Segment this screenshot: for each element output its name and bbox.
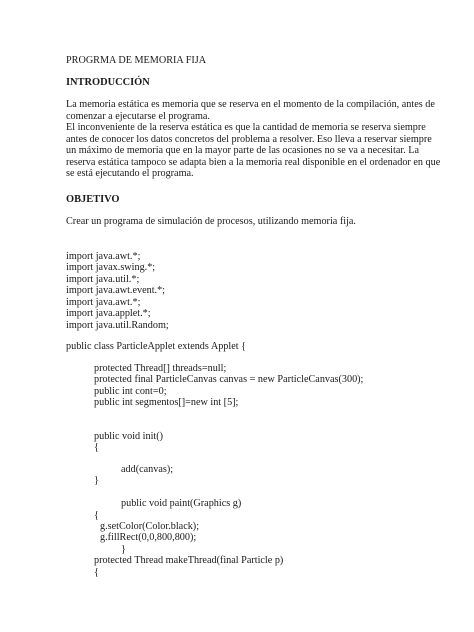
import-line-6: import java.applet.*; xyxy=(66,308,151,319)
fill-rect-line: g.fillRect(0,0,800,800); xyxy=(100,532,197,543)
init-declaration: public void init() xyxy=(94,431,164,442)
intro-line-6: reserva estática tampoco se adapta bien a la memoria real disponible en el ordenador en que xyxy=(66,157,441,168)
intro-line-4: antes de conocer los datos concretos del problema a resolver. Eso lleva a reservar siempre xyxy=(66,134,432,145)
init-close-brace: } xyxy=(94,475,99,486)
paint-close-brace: } xyxy=(121,544,126,555)
set-color-line: g.setColor(Color.black); xyxy=(100,521,200,532)
init-open-brace: { xyxy=(94,442,99,453)
import-line-4: import java.awt.event.*; xyxy=(66,285,166,296)
field-segmentos: public int segmentos[]=new int [5]; xyxy=(94,397,239,408)
intro-line-7: se está ejecutando el programa. xyxy=(66,168,194,179)
make-thread-declaration: protected Thread makeThread(final Particle p) xyxy=(94,555,284,566)
field-canvas: protected final ParticleCanvas canvas = new ParticleCanvas(300); xyxy=(94,374,364,385)
intro-line-5: un máximo de memoria que en la mayor parte de las ocasiones no se va a necesitar. La xyxy=(66,145,420,156)
paint-declaration: public void paint(Graphics g) xyxy=(121,498,242,509)
intro-line-1: La memoria estática es memoria que se reserva en el momento de la compilación, antes de xyxy=(66,99,435,110)
make-thread-open-brace: { xyxy=(94,567,99,578)
field-threads: protected Thread[] threads=null; xyxy=(94,363,227,374)
import-line-1: import java.awt.*; xyxy=(66,251,141,262)
intro-line-2: comenzar a ejecutarse el programa. xyxy=(66,111,210,122)
paint-open-brace: { xyxy=(94,510,99,521)
document-title: PROGRMA DE MEMORIA FIJA xyxy=(66,55,207,66)
field-cont: public int cont=0; xyxy=(94,386,167,397)
import-line-7: import java.util.Random; xyxy=(66,320,169,331)
import-line-5: import java.awt.*; xyxy=(66,297,141,308)
intro-line-3: El inconveniente de la reserva estática es que la cantidad de memoria se reserva siempre xyxy=(66,122,426,133)
import-line-3: import java.util.*; xyxy=(66,274,140,285)
import-line-2: import javax.swing.*; xyxy=(66,262,156,273)
intro-heading: INTRODUCCIÓN xyxy=(66,77,150,88)
objective-heading: OBJETIVO xyxy=(66,194,120,205)
add-canvas-line: add(canvas); xyxy=(121,464,174,475)
objective-text: Crear un programa de simulación de procesos, utilizando memoria fija. xyxy=(66,216,356,227)
class-declaration: public class ParticleApplet extends Applet { xyxy=(66,341,247,352)
